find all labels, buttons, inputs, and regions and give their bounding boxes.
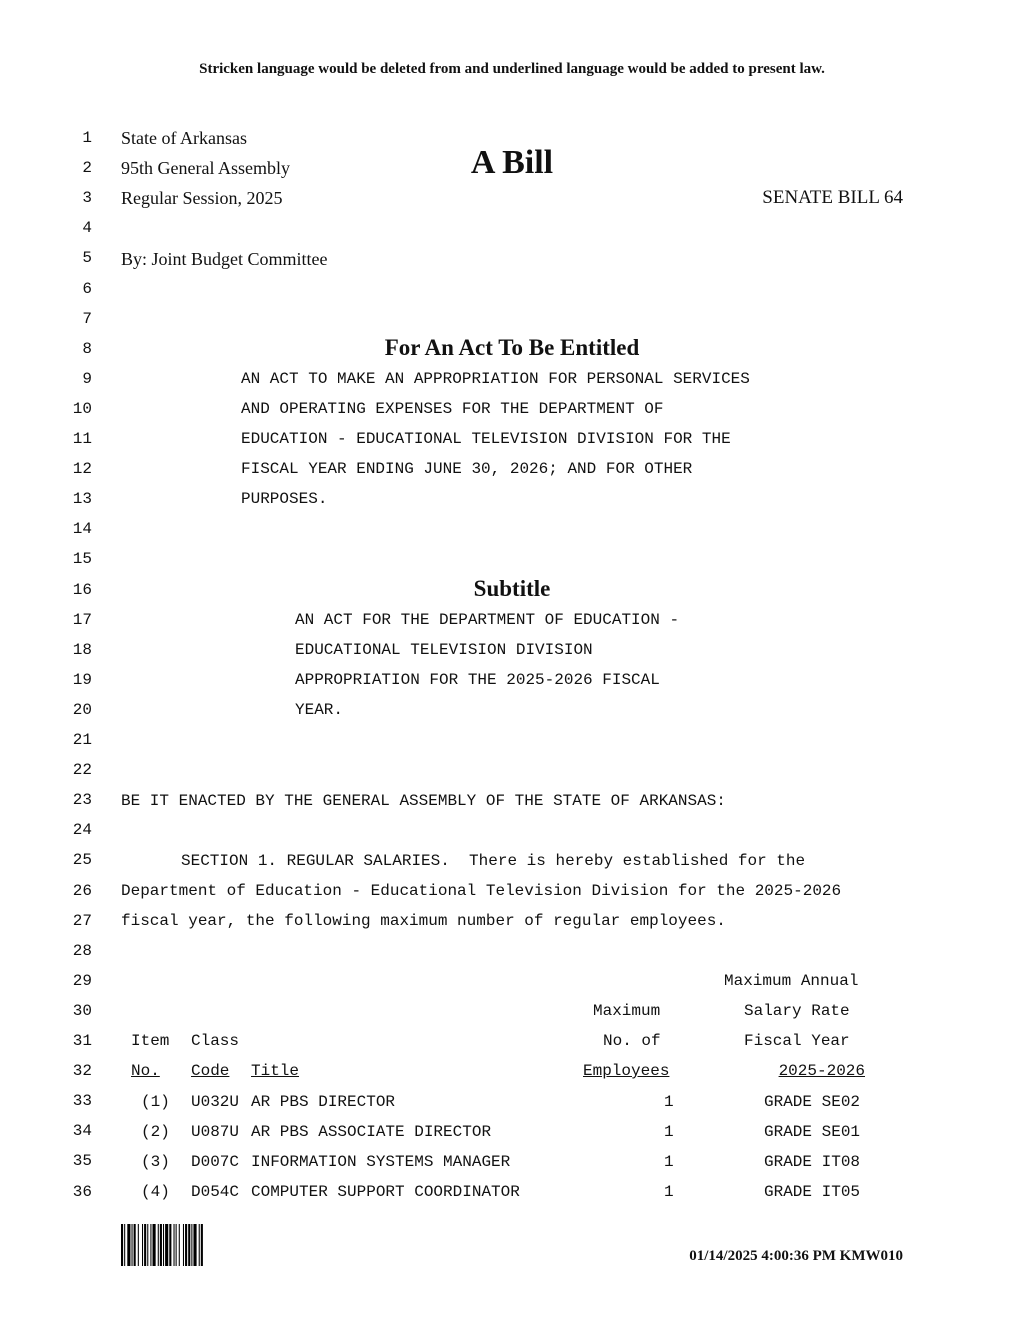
line-number: 30 bbox=[72, 1002, 92, 1020]
col-header-title: Title bbox=[251, 1062, 300, 1080]
col-header-maximum: Maximum bbox=[593, 1002, 661, 1020]
line-number: 34 bbox=[72, 1122, 92, 1140]
row-employee-count: 1 bbox=[664, 1123, 674, 1141]
line-number: 1 bbox=[82, 129, 92, 147]
line-number: 33 bbox=[72, 1092, 92, 1110]
barcode-icon bbox=[121, 1224, 248, 1266]
line-number: 28 bbox=[72, 942, 92, 960]
subtitle-heading: Subtitle bbox=[473, 576, 551, 601]
line-number: 12 bbox=[72, 460, 92, 478]
line-number: 19 bbox=[72, 671, 92, 689]
line-number: 22 bbox=[72, 761, 92, 779]
line-number: 27 bbox=[72, 912, 92, 930]
line-number: 13 bbox=[72, 490, 92, 508]
line-number: 35 bbox=[72, 1152, 92, 1170]
line-number: 15 bbox=[72, 550, 92, 568]
entitled-heading: For An Act To Be Entitled bbox=[384, 335, 640, 360]
act-title-line: AND OPERATING EXPENSES FOR THE DEPARTMENT OF bbox=[241, 400, 664, 418]
line-number: 23 bbox=[72, 791, 92, 809]
act-title-line: AN ACT TO MAKE AN APPROPRIATION FOR PERSONAL SERVICES bbox=[241, 370, 750, 388]
subtitle-line: AN ACT FOR THE DEPARTMENT OF EDUCATION - bbox=[295, 611, 680, 629]
line-number: 26 bbox=[72, 882, 92, 900]
line-number: 17 bbox=[72, 611, 92, 629]
assembly-name: 95th General Assembly bbox=[121, 158, 290, 178]
line-number: 6 bbox=[82, 280, 92, 298]
subtitle-line: EDUCATIONAL TELEVISION DIVISION bbox=[295, 641, 593, 659]
line-number: 24 bbox=[72, 821, 92, 839]
col-header-salary-rate: Salary Rate bbox=[744, 1002, 850, 1020]
row-class-code: U087U bbox=[191, 1123, 240, 1141]
line-number: 5 bbox=[82, 249, 92, 267]
row-class-code: D054C bbox=[191, 1183, 240, 1201]
section-text-line: Department of Education - Educational Television Division for the 2025-2026 bbox=[121, 882, 842, 900]
col-header-class: Class bbox=[191, 1032, 240, 1050]
col-header-year: 2025-2026 bbox=[778, 1062, 865, 1080]
row-title: AR PBS ASSOCIATE DIRECTOR bbox=[251, 1123, 492, 1141]
subtitle-line: YEAR. bbox=[295, 701, 344, 719]
row-title: INFORMATION SYSTEMS MANAGER bbox=[251, 1153, 511, 1171]
row-class-code: U032U bbox=[191, 1093, 240, 1111]
act-title-line: FISCAL YEAR ENDING JUNE 30, 2026; AND FOR OTHER bbox=[241, 460, 693, 478]
subtitle-line: APPROPRIATION FOR THE 2025-2026 FISCAL bbox=[295, 671, 660, 689]
line-number: 2 bbox=[82, 159, 92, 177]
row-grade: GRADE IT05 bbox=[764, 1183, 861, 1201]
line-number: 11 bbox=[72, 430, 92, 448]
line-number: 31 bbox=[72, 1032, 92, 1050]
bill-title: A Bill bbox=[470, 144, 554, 181]
line-number: 7 bbox=[82, 310, 92, 328]
notice-text: Stricken language would be deleted from and underlined language would be added to present law. bbox=[199, 61, 825, 77]
act-title-line: EDUCATION - EDUCATIONAL TELEVISION DIVISION FOR THE bbox=[241, 430, 731, 448]
line-number: 20 bbox=[72, 701, 92, 719]
row-employee-count: 1 bbox=[664, 1093, 674, 1111]
section-text-line: SECTION 1. REGULAR SALARIES. There is hereby established for the bbox=[181, 852, 806, 870]
col-header-fiscal-year: Fiscal Year bbox=[744, 1032, 850, 1050]
row-employee-count: 1 bbox=[664, 1183, 674, 1201]
state-name: State of Arkansas bbox=[121, 128, 247, 148]
line-number: 16 bbox=[72, 581, 92, 599]
line-number: 32 bbox=[72, 1062, 92, 1080]
line-number: 25 bbox=[72, 851, 92, 869]
line-number: 4 bbox=[82, 219, 92, 237]
enacting-clause: BE IT ENACTED BY THE GENERAL ASSEMBLY OF THE STATE OF ARKANSAS: bbox=[121, 792, 726, 810]
row-employee-count: 1 bbox=[664, 1153, 674, 1171]
section-text-line: fiscal year, the following maximum number of regular employees. bbox=[121, 912, 726, 930]
col-header-employees: Employees bbox=[583, 1062, 670, 1080]
line-number: 36 bbox=[72, 1183, 92, 1201]
line-number: 21 bbox=[72, 731, 92, 749]
line-number: 9 bbox=[82, 370, 92, 388]
bill-number: SENATE BILL 64 bbox=[762, 187, 903, 208]
line-number: 29 bbox=[72, 972, 92, 990]
sponsor: By: Joint Budget Committee bbox=[121, 249, 328, 269]
col-header-no: No. bbox=[131, 1062, 160, 1080]
line-number: 14 bbox=[72, 520, 92, 538]
row-item-no: (4) bbox=[141, 1183, 170, 1201]
session-name: Regular Session, 2025 bbox=[121, 188, 283, 208]
row-grade: GRADE IT08 bbox=[764, 1153, 861, 1171]
row-grade: GRADE SE01 bbox=[764, 1123, 861, 1141]
timestamp: 01/14/2025 4:00:36 PM KMW010 bbox=[689, 1248, 903, 1264]
col-header-no-of: No. of bbox=[603, 1032, 661, 1050]
col-header-item: Item bbox=[131, 1032, 170, 1050]
act-title-line: PURPOSES. bbox=[241, 490, 328, 508]
row-title: COMPUTER SUPPORT COORDINATOR bbox=[251, 1183, 520, 1201]
col-header-code: Code bbox=[191, 1062, 230, 1080]
col-header-max-annual: Maximum Annual bbox=[724, 972, 859, 990]
row-class-code: D007C bbox=[191, 1153, 240, 1171]
row-grade: GRADE SE02 bbox=[764, 1093, 861, 1111]
row-item-no: (1) bbox=[141, 1093, 170, 1111]
line-number: 10 bbox=[72, 400, 92, 418]
row-title: AR PBS DIRECTOR bbox=[251, 1093, 396, 1111]
line-number: 3 bbox=[82, 189, 92, 207]
row-item-no: (3) bbox=[141, 1153, 170, 1171]
line-number: 8 bbox=[82, 340, 92, 358]
line-number: 18 bbox=[72, 641, 92, 659]
row-item-no: (2) bbox=[141, 1123, 170, 1141]
